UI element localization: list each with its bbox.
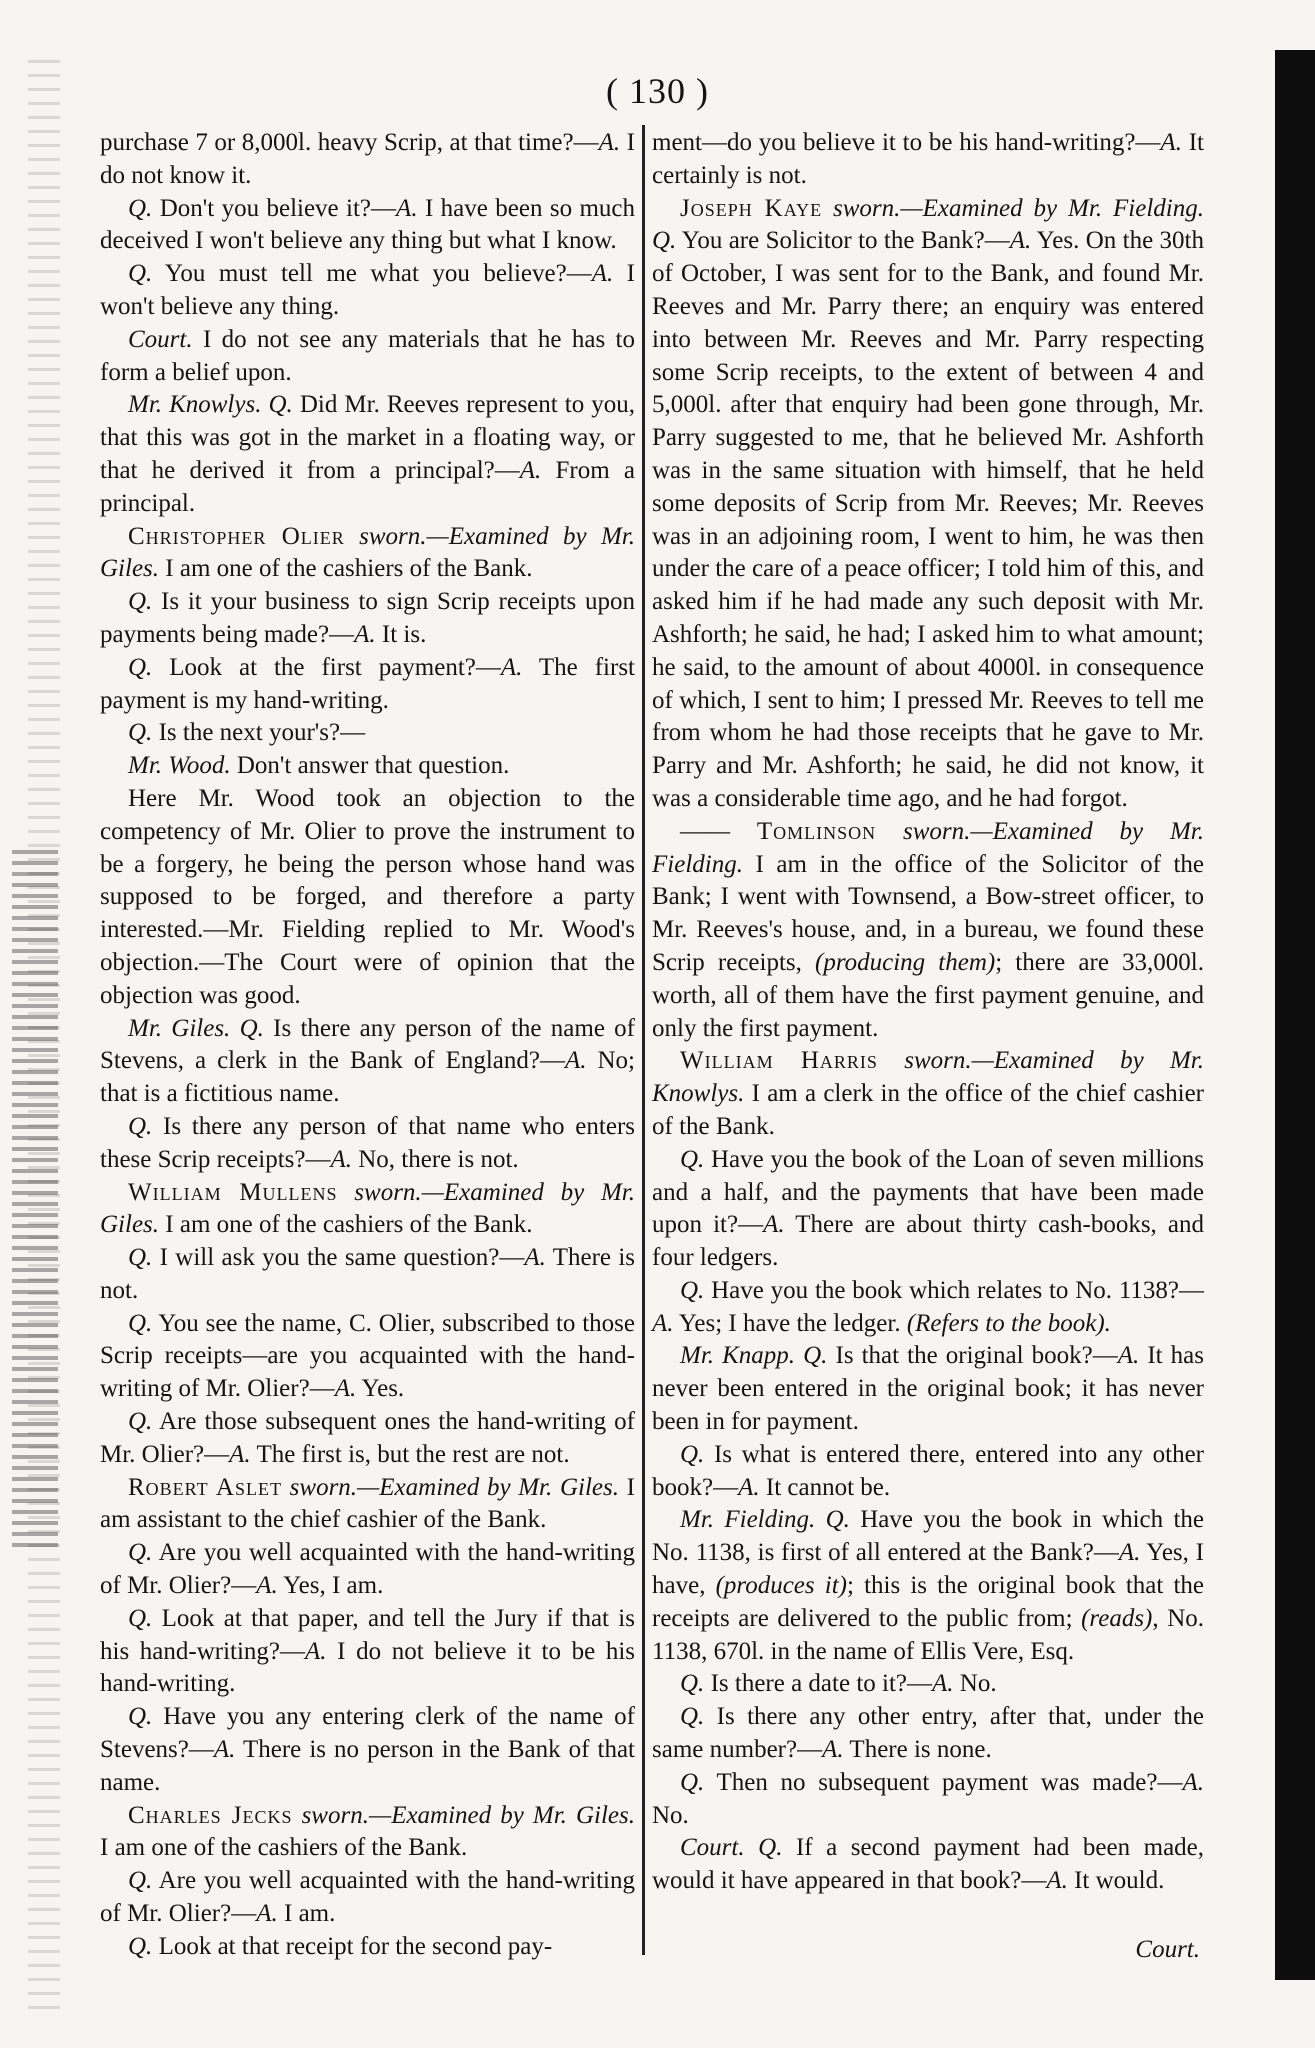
paragraph: Q. Is there a date to it?—A. No. [680,1670,997,1698]
paragraph: Q. You see the name, C. Olier, subscribed to those Scrip receipts—are you acquainted with the hand-writing of Mr. Olier?—A. Yes. [100,1309,635,1403]
paragraph: Q. Are you well acquainted with the hand-writing of Mr. Olier?—A. Yes, I am. [100,1539,635,1600]
paragraph: Q. Is there any person of that name who enters these Scrip receipts?—A. No, there is not. [100,1112,635,1173]
paragraph: Q. Are those subsequent ones the hand-writing of Mr. Olier?—A. The first is, but the rest are not. [100,1408,635,1468]
paragraph: Mr. Wood. Don't answer that question. [128,752,510,780]
paragraph: Charles Jecks sworn.—Examined by Mr. Giles. I am one of the cashiers of the Bank. [100,1801,636,1862]
catchword: Court. [1135,1936,1200,1963]
paragraph: Court. Q. If a second payment had been made, would it have appeared in that book?—A. It would. [652,1834,1205,1895]
paragraph: William Mullens sworn.—Examined by Mr. Giles. I am one of the cashiers of the Bank. [100,1178,635,1239]
paragraph: ment—do you believe it to be his hand-writing?—A. It certainly is not. [652,129,1204,189]
paragraph: Q. Then no subsequent payment was made?—A. No. [652,1768,1204,1829]
paragraph: Q. You must tell me what you believe?—A. I won't believe any thing. [100,260,636,320]
paragraph: Q. Have you the book which relates to No. 1138?—A. Yes; I have the ledger. (Refers to the book). [652,1276,1204,1337]
paragraph: Joseph Kaye sworn.—Examined by Mr. Fielding. Q. You are Solicitor to the Bank?—A. Yes. On the 30th of October, I was sent for to the Bank, and found Mr. Reeves and Mr. Parry there; an enquiry was entered into between Mr. Reeves and Mr. Parry respecting some Scrip receipts, to the extent of between 4 and 5,000l. after that enquiry had been gone through, Mr. Parry suggested to me, that he believed Mr. Ashforth was in the same situation with himself, that he held some deposits of Scrip from Mr. Reeves; Mr. Reeves was in an adjoining room, I went to him, he was then under the care of a peace officer; I told him of this, and asked him if he had made any such deposit with Mr. Ashforth; he said, he had; I asked him to what amount; he said, to the amount of about 4000l. in consequence of which, I sent to him; I pressed Mr. Reeves to tell me from whom he had those receipts that he gave to Mr. Parry and Mr. Ashforth; he said, he did not know, it was a considerable time ago, and he had forgot. [652,194,1204,812]
paragraph: Q. Look at that paper, and tell the Jury if that is his hand-writing?—A. I do not believe it to be his hand-writing. [100,1604,635,1698]
paragraph: Mr. Fielding. Q. Have you the book in which the No. 1138, is first of all entered at the Bank?—A. Yes, I have, (produces it); this is the original book that the receipts are delivered to the public from; (reads), No. 1138, 670l. in the name of Ellis Vere, Esq. [652,1506,1204,1665]
paragraph: Christopher Olier sworn.—Examined by Mr. Giles. I am one of the cashiers of the Bank. [100,522,635,583]
paragraph: Q. Don't you believe it?—A. I have been so much deceived I won't believe any thing but what I know. [100,194,635,255]
paragraph: Mr. Knowlys. Q. Did Mr. Reeves represent to you, that this was got in the market in a floating way, or that he derived it from a principal?—A. From a principal. [100,391,635,517]
paragraph: Q. Is there any other entry, after that, under the same number?—A. There is none. [652,1703,1204,1764]
paragraph: William Harris sworn.—Examined by Mr. Knowlys. I am a clerk in the office of the chief cashier of the Bank. [652,1047,1204,1140]
paragraph: —— Tomlinson sworn.—Examined by Mr. Fielding. I am in the office of the Solicitor of the Bank; I went with Townsend, a Bow-street officer, to Mr. Reeves's house, and, in a bureau, we found these Scrip receipts, (producing them); there are 33,000l. worth, all of them have the first payment genuine, and only the first payment. [652,817,1204,1042]
page-number: ( 130 ) [606,71,709,111]
right-column [652,127,1204,1898]
paragraph: Mr. Giles. Q. Is there any person of the name of Stevens, a clerk in the Bank of England?—A. No; that is a fictitious name. [100,1014,636,1108]
paragraph: Mr. Knapp. Q. Is that the original book?—A. It has never been entered in the original book; it has never been in for payment. [652,1342,1204,1436]
paragraph: Q. Is the next your's?— [128,719,366,747]
paragraph: Q. Is it your business to sign Scrip receipts upon payments being made?—A. It is. [100,588,635,648]
book-spine-shadow [1275,50,1315,1980]
paragraph: purchase 7 or 8,000l. heavy Scrip, at that time?—A. I do not know it. [100,129,635,189]
paragraph: Court. I do not see any materials that he has to form a belief upon. [100,325,635,386]
paragraph: Robert Aslet sworn.—Examined by Mr. Giles. I am assistant to the chief cashier of the Bank. [100,1473,636,1534]
paragraph: Q. Look at that receipt for the second pay- [128,1932,553,1960]
paragraph: Q. Look at the first payment?—A. The first payment is my hand-writing. [100,653,635,714]
paragraph: Q. Have you any entering clerk of the name of Stevens?—A. There is no person in the Bank of that name. [100,1703,635,1796]
paragraph: Here Mr. Wood took an objection to the competency of Mr. Olier to prove the instrument to be a forgery, he being the person whose hand was supposed to be forged, and therefore a party interested.—Mr. Fielding replied to Mr. Wood's objection.—The Court were of opinion that the objection was good. [100,784,635,1009]
scan-margin-artifact-dense [12,850,58,1550]
paragraph: Q. I will ask you the same question?—A. There is not. [100,1244,636,1304]
column-divider [642,125,645,1955]
left-column [100,127,635,1964]
paragraph: Q. Are you well acquainted with the hand-writing of Mr. Olier?—A. I am. [100,1867,635,1928]
paragraph: Q. Have you the book of the Loan of seven millions and a half, and the payments that have been made upon it?—A. There are about thirty cash-books, and four ledgers. [652,1145,1204,1272]
paragraph: Q. Is what is entered there, entered into any other book?—A. It cannot be. [652,1440,1204,1501]
